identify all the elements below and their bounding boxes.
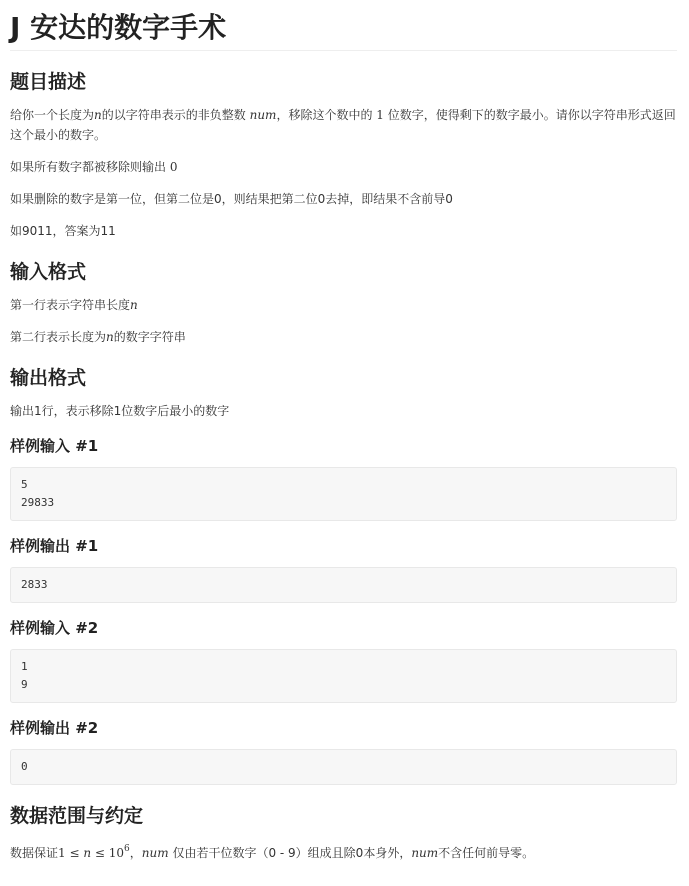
math-num: num	[249, 108, 277, 122]
output-format-heading: 输出格式	[10, 367, 87, 389]
text: ，	[129, 846, 142, 860]
input-line-1	[10, 295, 677, 315]
description-paragraph-4: 如9011，答案为11	[10, 224, 116, 238]
sample-input-2-heading: 样例输入 #2	[10, 619, 99, 637]
math-le: ≤	[91, 846, 109, 860]
text: 位数字，使得剩下的数字最小。请你以字符串形式返回这个最小的数字。	[10, 108, 676, 142]
math-num: num	[141, 846, 169, 860]
text: 第一行表示字符串长度	[10, 298, 131, 312]
math-ten: 10	[108, 846, 125, 860]
text: 数据保证	[10, 846, 59, 860]
math-exponent: 6	[124, 844, 130, 854]
math-le: ≤	[65, 846, 84, 860]
sample-output-2-code: 0	[10, 749, 677, 785]
description-heading: 题目描述	[10, 71, 87, 93]
math-n: n	[83, 846, 92, 860]
text: ，移除这个数中的	[276, 108, 373, 122]
constraints-paragraph	[10, 839, 677, 863]
text: 的数字字符串	[113, 330, 186, 344]
sample-input-2-code: 1 9	[10, 649, 677, 703]
text: 仅由若干位数字（0 - 9）组成且除0本身外，	[168, 846, 412, 860]
text: 第二行表示长度为	[10, 330, 107, 344]
sample-output-1-code: 2833	[10, 567, 677, 603]
text: 的以字符串表示的非负整数	[101, 108, 246, 122]
text: 如果所有数字都被移除则输出	[10, 160, 167, 174]
math-zero: 0	[169, 160, 178, 174]
sample-input-1-heading: 样例输入 #1	[10, 437, 99, 455]
math-one: 1	[376, 108, 384, 122]
constraints-heading: 数据范围与约定	[10, 805, 144, 827]
sample-output-1-heading: 样例输出 #1	[10, 537, 99, 555]
output-line-1: 输出1行，表示移除1位数字后最小的数字	[10, 404, 230, 418]
page-title: J 安达的数字手术	[10, 8, 677, 51]
math-n: n	[130, 298, 138, 312]
description-paragraph-2	[10, 157, 677, 177]
math-n: n	[94, 108, 102, 122]
input-format-heading: 输入格式	[10, 261, 87, 283]
description-paragraph-1	[10, 105, 677, 145]
input-line-2	[10, 327, 677, 347]
math-num: num	[411, 846, 439, 860]
description-paragraph-3: 如果删除的数字是第一位，但第二位是0，则结果把第二位0去掉，即结果不含前导0	[10, 192, 453, 206]
sample-input-1-code: 5 29833	[10, 467, 677, 521]
math-one: 1	[58, 846, 66, 860]
math-n: n	[106, 330, 114, 344]
sample-output-2-heading: 样例输出 #2	[10, 719, 99, 737]
text: 给你一个长度为	[10, 108, 95, 122]
text: 不含任何前导零。	[438, 846, 535, 860]
